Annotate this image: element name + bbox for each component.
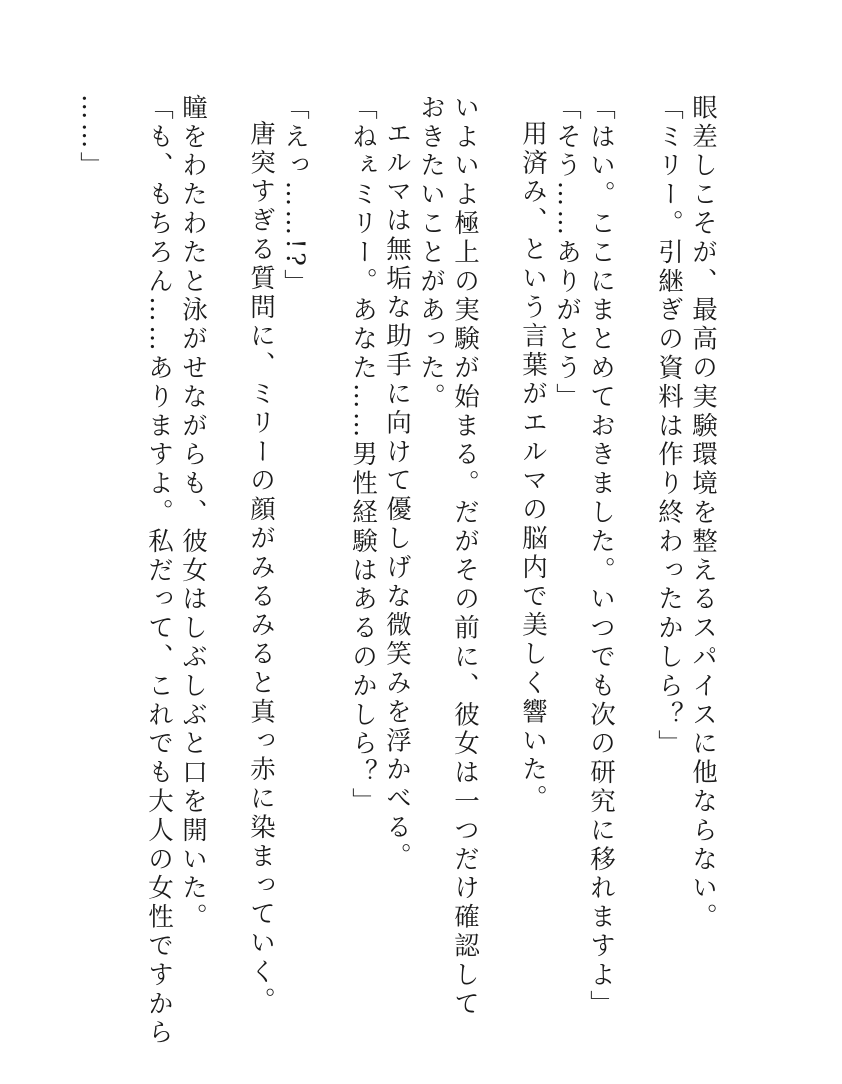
vertical-text-body: [74, 94, 720, 1048]
text-line: おきたいことがあった。: [416, 94, 446, 412]
text-line: ……」: [76, 94, 106, 181]
text-line: 眼差しこそが、最高の実験環境を整えるスパイスに他ならない。: [688, 94, 718, 933]
text-line: 「ミリー。引継ぎの資料は作り終わったかしら？」: [654, 94, 684, 759]
text-line: 「はい。ここにまとめておきました。いつでも次の研究に移れますよ」: [586, 94, 616, 1019]
text-line: エルマは無垢な助手に向けて優しげな微笑みを浮かべる。: [382, 119, 412, 871]
text-line: 唐突すぎる質問に、ミリーの顔がみるみると真っ赤に染まっていく。: [246, 119, 276, 1016]
text-line: 「えっ……!?」: [280, 94, 310, 299]
text-line: 「ねぇミリー。あなた……男性経験はあるのかしら？」: [348, 94, 378, 817]
text-line: 「も、もちろん……ありますよ。私だって、これでも大人の女性ですから: [144, 94, 174, 1048]
text-line: 「そう……ありがとう」: [552, 94, 582, 412]
text-line: 用済み、という言葉がエルマの脳内で美しく響いた。: [518, 119, 548, 814]
text-line: 瞳をわたわたと泳がせながらも、彼女はしぶしぶと口を開いた。: [178, 94, 208, 933]
text-line: いよいよ極上の実験が始まる。だがその前に、彼女は一つだけ確認して: [450, 94, 480, 1019]
